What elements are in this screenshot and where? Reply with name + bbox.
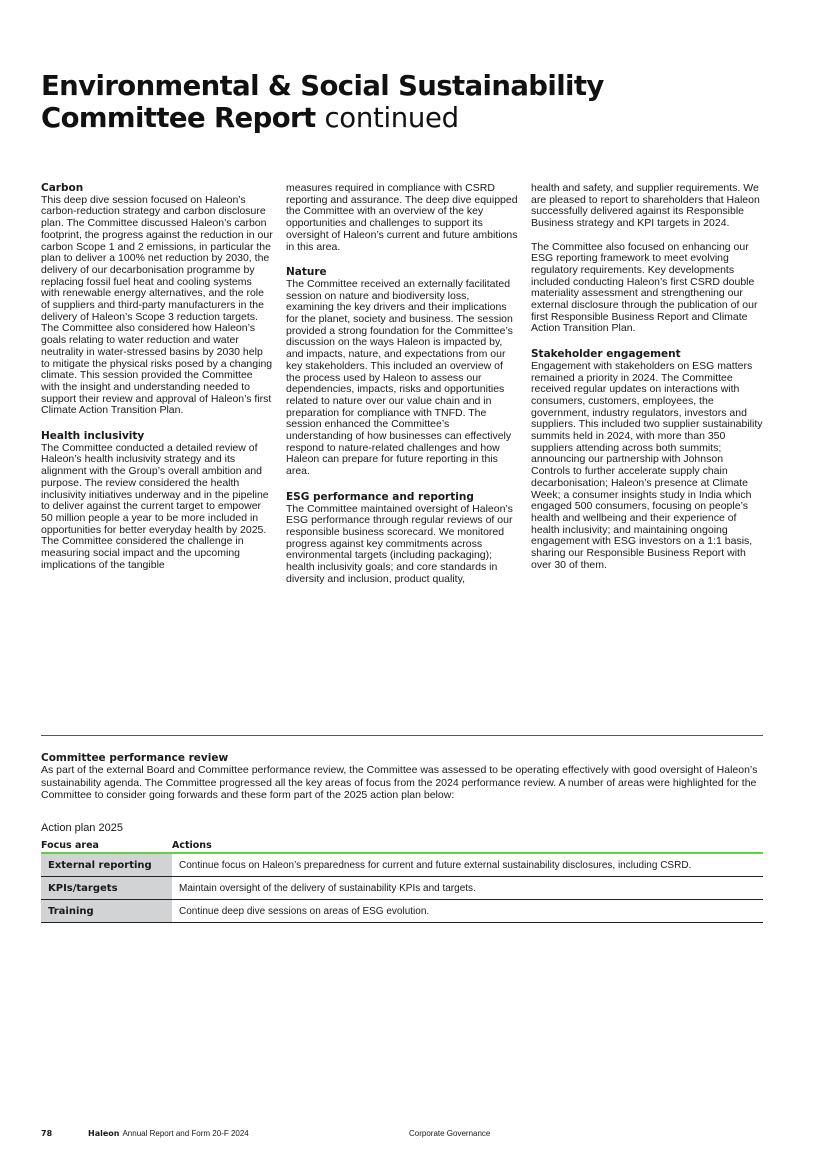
column-3 [531,183,763,571]
title-line-2: Committee Report [41,102,316,134]
health-paragraph-continued: measures required in compliance with CSRD reporting and assurance. The deep dive equipped the Committee with an overview of the key opportunities and challenges to support its oversight of Haleon’s current and future ambitions in this area. [286,182,518,253]
action-plan-table [41,836,763,923]
stakeholder-heading: Stakeholder engagement [531,348,681,361]
action-plan-title: Action plan 2025 [41,822,123,834]
carbon-paragraph: This deep dive session focused on Haleon’s carbon-reduction strategy and carbon disclosure plan. The Committee discussed Haleon’s carbon footprint, the progress against the reduction in our carbon Scope 1 and 2 emissions, in particular the plan to deliver a 100% net reduction by 2030, the delivery of our decarbonisation programme by replacing fossil fuel heat and cooling systems with renewable energy alternatives, and the role of suppliers and third-party manufacturers in the delivery of Haleon’s Scope 3 reduction targets. The Committee also considered how Haleon’s goals relating to water reduction and water neutrality in water-stressed basins by 2030 help to mitigate the physical risks posed by a changing climate. This session provided the Committee with the insight and understanding needed to support their review and approval of Haleon’s first Climate Action Transition Plan. [41,193,273,417]
nature-heading: Nature [286,266,327,279]
table-row [41,877,763,900]
table-header-row [41,836,763,853]
brand-name: Haleon [88,1129,120,1138]
column-1 [41,183,273,572]
table-row [41,900,763,923]
esg-heading: ESG performance and reporting [286,490,474,503]
review-paragraph: As part of the external Board and Committee performance review, the Committee was assessed to be operating effectively with good oversight of Haleon’s sustainability agenda. The Committee progressed all the key areas of focus from the 2024 performance review. A number of areas were highlighted for the Committee to consider going forwards and these form part of the 2025 action plan below: [41,764,758,801]
table-row [41,853,763,877]
report-name: Annual Report and Form 20-F 2024 [122,1129,249,1138]
column-2 [286,183,518,586]
carbon-heading: Carbon [41,182,84,194]
actions-header: Actions [172,836,763,853]
focus-area-cell: KPIs/targets [41,877,172,900]
action-cell: Continue focus on Haleon’s preparedness for current and future external sustainability disclosures, including CSRD. [172,853,763,877]
esg-paragraph-2: The Committee also focused on enhancing our ESG reporting framework to meet evolving regulatory requirements. Key developments included conducting Haleon’s first CSRD double materiality assessment and strengthening our external disclosure through the publication of our first Responsible Business Report and Climate Action Transition Plan. [531,240,758,335]
footer-section: Corporate Governance [409,1129,491,1138]
focus-area-header: Focus area [41,836,172,853]
health-paragraph: The Committee conducted a detailed review of Haleon’s health inclusivity strategy and its alignment with the Group’s overall ambition and purpose. The review considered the health inclusivity initiatives underway and in the pipeline to deliver against the current target to empower 50 million people a year to be more included in opportunities for better everyday health by 2025. The Committee considered the challenge in measuring social impact and the upcoming implications of the tangible [41,441,269,571]
page-title [41,70,781,134]
action-cell: Continue deep dive sessions on areas of ESG evolution. [172,900,763,923]
nature-paragraph: The Committee received an externally facilitated session on nature and biodiversity loss, examining the key drivers and their implications for the planet, society and business. The session provided a strong foundation for the Committee’s discussion on the ways Haleon is impacted by, and impacts, nature, and expectations from our key stakeholders. This included an overview of the process used by Haleon to assess our dependencies, impacts, risks and opportunities related to nature over our value chain and in preparation for compliance with TNFD. The session enhanced the Committee’s understanding of how businesses can effectively respond to nature-related challenges and how Haleon can prepare for future reporting in this area. [286,277,513,478]
page-number: 78 [41,1129,53,1138]
footer-brand [88,1129,249,1139]
esg-paragraph: The Committee maintained oversight of Haleon’s ESG performance through regular reviews of our responsible business scorecard. We monitored progress against key commitments across environmental targets (including packaging); health inclusivity goals; and core standards in diversity and inclusion, product quality, [286,502,513,585]
action-cell: Maintain oversight of the delivery of sustainability KPIs and targets. [172,877,763,900]
focus-area-cell: Training [41,900,172,923]
esg-paragraph-continued: health and safety, and supplier requirements. We are pleased to report to shareholders that Haleon successfully delivered against its Responsible Business strategy and KPI targets in 2024. [531,182,760,230]
performance-review [41,752,771,801]
health-heading: Health inclusivity [41,430,145,443]
stakeholder-paragraph: Engagement with stakeholders on ESG matters remained a priority in 2024. The Committee received regular updates on interactions with consumers, customers, employees, the government, industry regulators, investors and suppliers. This included two supplier sustainability summits held in 2024, with more than 350 suppliers attending across both summits; announcing our partnership with Johnson Controls to further accelerate supply chain decarbonisation; Haleon’s presence at Climate Week; a consumer insights study in India which engaged 500 consumers, focusing on people’s health and wellbeing and their experience of health inclusivity; and maintaining ongoing engagement with ESG investors on a 1:1 basis, sharing our Responsible Business Report with over 30 of them. [531,359,763,571]
title-line-1: Environmental & Social Sustainability [41,70,604,102]
title-continued: continued [324,102,459,134]
review-heading: Committee performance review [41,752,229,764]
section-divider [41,735,763,736]
focus-area-cell: External reporting [41,853,172,877]
